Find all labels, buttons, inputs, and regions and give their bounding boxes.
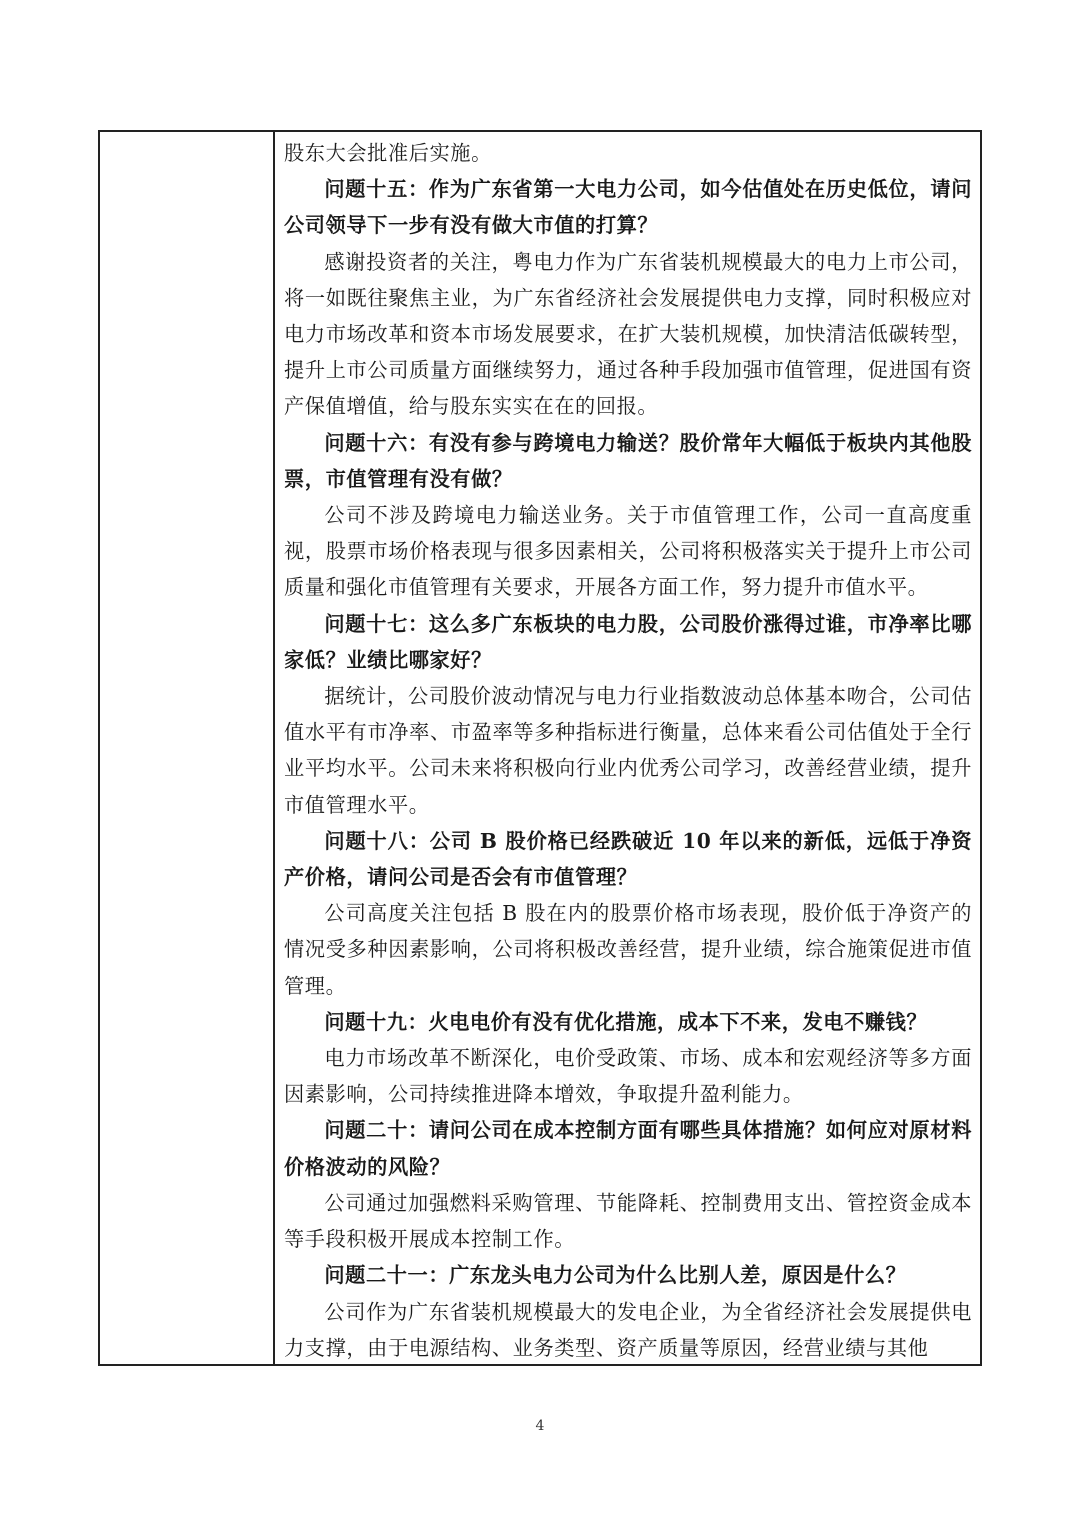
answer-16: 公司不涉及跨境电力输送业务。关于市值管理工作，公司一直高度重视，股票市场价格表现与很多因素相关，公司将积极落实关于提升上市公司质量和强化市值管理有关要求，开展各方面工作，努力提升市值水平。 [284, 503, 972, 600]
page-number: 4 [535, 1418, 545, 1434]
question-15: 问题十五：作为广东省第一大电力公司，如今估值处在历史低位，请问公司领导下一步有没有做大市值的打算？ [284, 177, 972, 238]
question-18: 问题十八：公司 B 股价格已经跌破近 10 年以来的新低，远低于净资产价格，请问公司是否会有市值管理？ [284, 828, 972, 890]
table-left-cell [100, 132, 275, 1364]
question-19: 问题十九：火电电价有没有优化措施，成本下不来，发电不赚钱？ [324, 1009, 928, 1034]
document-table [98, 130, 982, 1366]
table-right-cell [275, 132, 980, 1364]
paragraph-continuation: 股东大会批准后实施。 [284, 141, 492, 165]
answer-21: 公司作为广东省装机规模最大的发电企业，为全省经济社会发展提供电力支撑，由于电源结构、业务类型、资产质量等原因，经营业绩与其他 [284, 1299, 972, 1360]
answer-15: 感谢投资者的关注，粤电力作为广东省装机规模最大的电力上市公司，将一如既往聚焦主业，为广东省经济社会发展提供电力支撑，同时积极应对电力市场改革和资本市场发展要求，在扩大装机规模，加快清洁低碳转型，提升上市公司质量方面继续努力，通过各种手段加强市值管理，促进国有资产保值增值，给与股东实实在在的回报。 [284, 249, 972, 419]
answer-18: 公司高度关注包括 B 股在内的股票价格市场表现，股价低于净资产的情况受多种因素影响，公司将积极改善经营，提升业绩，综合施策促进市值管理。 [284, 901, 972, 998]
question-21: 问题二十一：广东龙头电力公司为什么比别人差，原因是什么？ [324, 1263, 907, 1288]
question-20: 问题二十：请问公司在成本控制方面有哪些具体措施？如何应对原材料价格波动的风险？ [284, 1118, 972, 1179]
answer-20: 公司通过加强燃料采购管理、节能降耗、控制费用支出、管控资金成本等手段积极开展成本控制工作。 [284, 1190, 972, 1252]
answer-19: 电力市场改革不断深化，电价受政策、市场、成本和宏观经济等多方面因素影响，公司持续推进降本增效，争取提升盈利能力。 [284, 1046, 972, 1107]
answer-17: 据统计，公司股价波动情况与电力行业指数波动总体基本吻合，公司估值水平有市净率、市盈率等多种指标进行衡量，总体来看公司估值处于全行业平均水平。公司未来将积极向行业内优秀公司学习，改善经营业绩，提升市值管理水平。 [284, 684, 972, 817]
question-16: 问题十六：有没有参与跨境电力输送？股价常年大幅低于板块内其他股票，市值管理有没有做？ [284, 430, 972, 491]
question-17: 问题十七：这么多广东板块的电力股，公司股价涨得过谁，市净率比哪家低？业绩比哪家好？ [284, 611, 972, 672]
